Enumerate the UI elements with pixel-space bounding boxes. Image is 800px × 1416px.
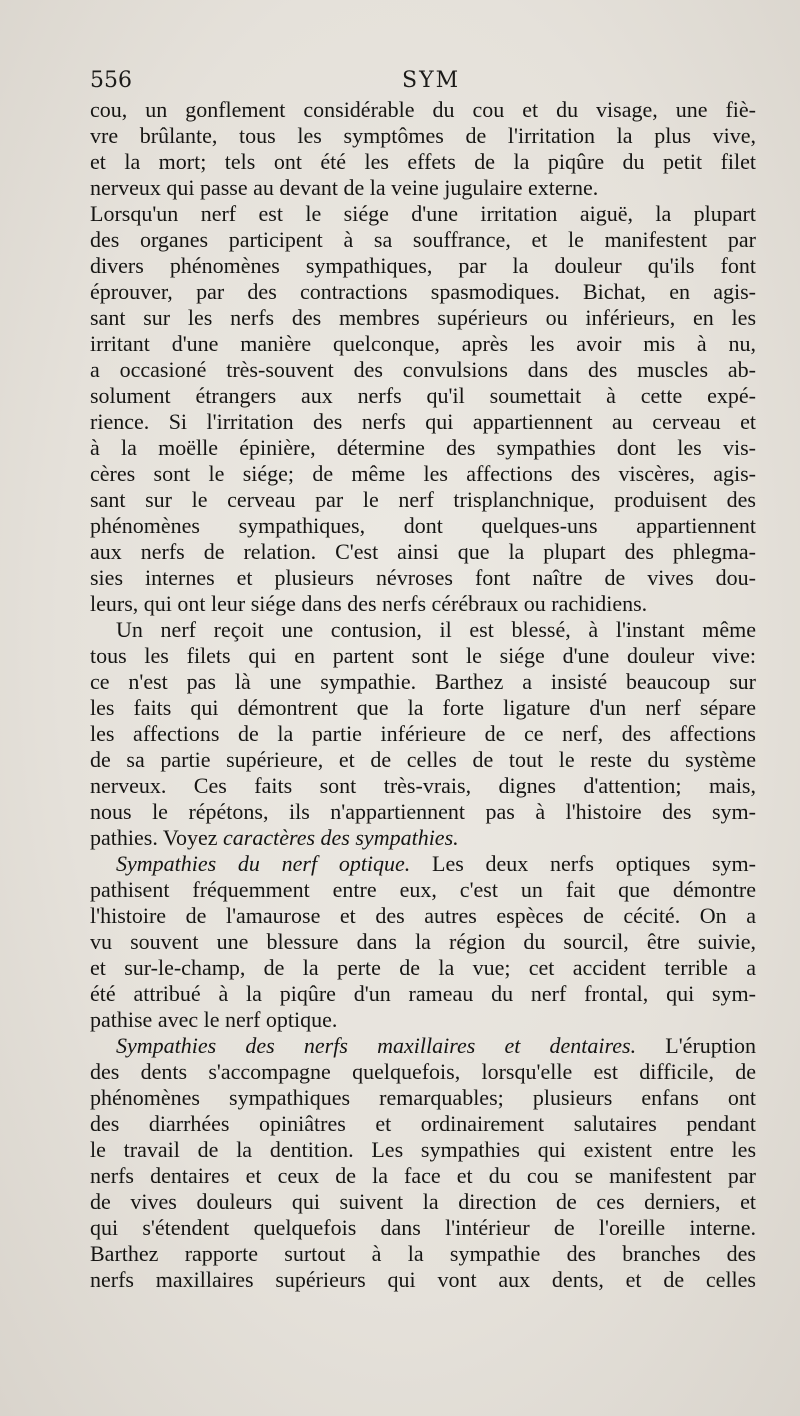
section-heading-maxillary: Sympathies des nerfs maxillaires et dentaires.	[116, 1033, 637, 1058]
section-heading-line	[90, 851, 756, 877]
text-line: qui s'étendent quelquefois dans l'intérieur de l'oreille interne.	[90, 1215, 756, 1240]
text-line: nerfs dentaires et ceux de la face et du cou se manifestent par	[90, 1163, 756, 1188]
page-number: 556	[90, 68, 132, 93]
text-line: Un nerf reçoit une contusion, il est blessé, à l'instant même	[116, 617, 756, 642]
text-line: sies internes et plusieurs névroses font naître de vives dou-	[90, 565, 756, 590]
text-line: et sur-le-champ, de la perte de la vue; cet accident terrible a	[90, 955, 756, 980]
text-line: l'histoire de l'amaurose et des autres espèces de cécité. On a	[90, 903, 756, 928]
text-line: Barthez rapporte surtout à la sympathie des branches des	[90, 1241, 756, 1266]
text-line: été attribué à la piqûre d'un rameau du nerf frontal, qui sym-	[90, 981, 756, 1006]
text-line: des dents s'accompagne quelquefois, lorsqu'elle est difficile, de	[90, 1059, 756, 1084]
text-line-voyez	[90, 825, 756, 851]
maxillary-continuation: L'éruption	[636, 1033, 756, 1058]
text-line: Lorsqu'un nerf est le siége d'une irritation aiguë, la plupart	[90, 201, 756, 226]
text-line: a occasioné très-souvent des convulsions dans des muscles ab-	[90, 357, 756, 382]
section-heading-line	[90, 1033, 756, 1059]
text-line: les affections de la partie inférieure de ce nerf, des affections	[90, 721, 756, 746]
text-line: divers phénomènes sympathiques, par la douleur qu'ils font	[90, 253, 756, 278]
text-line: des organes participent à sa souffrance, et le manifestent par	[90, 227, 756, 252]
page-header	[90, 62, 780, 102]
text-line: éprouver, par des contractions spasmodiques. Bichat, en agis-	[90, 279, 756, 304]
cross-reference: caractères des sympathies.	[223, 825, 459, 850]
text-line: aux nerfs de relation. C'est ainsi que la plupart des phlegma-	[90, 539, 756, 564]
text-line: vre brûlante, tous les symptômes de l'irritation la plus vive,	[90, 123, 756, 148]
text-line: de vives douleurs qui suivent la direction de ces derniers, et	[90, 1189, 756, 1214]
text-line: le travail de la dentition. Les sympathies qui existent entre les	[90, 1137, 756, 1162]
text-line: tous les filets qui en partent sont le siége d'une douleur vive:	[90, 643, 756, 668]
text-line: phénomènes sympathiques remarquables; plusieurs enfans ont	[90, 1085, 756, 1110]
body-text	[90, 97, 756, 1293]
section-heading-optic: Sympathies du nerf optique.	[116, 851, 411, 876]
voyez-text: pathies. Voyez	[90, 825, 223, 850]
text-line: et la mort; tels ont été les effets de la piqûre du petit filet	[90, 149, 756, 174]
text-line: sant sur le cerveau par le nerf trisplanchnique, produisent des	[90, 487, 756, 512]
text-line: cères sont le siége; de même les affections des viscères, agis-	[90, 461, 756, 486]
text-line: des diarrhées opiniâtres et ordinairement salutaires pendant	[90, 1111, 756, 1136]
text-line: rience. Si l'irritation des nerfs qui appartiennent au cerveau et	[90, 409, 756, 434]
text-line: solument étrangers aux nerfs qu'il soumettait à cette expé-	[90, 383, 756, 408]
text-line: leurs, qui ont leur siége dans des nerfs cérébraux ou rachidiens.	[90, 591, 648, 616]
text-line: irritant d'une manière quelconque, après les avoir mis à nu,	[90, 331, 756, 356]
text-line: phénomènes sympathiques, dont quelques-uns appartiennent	[90, 513, 756, 538]
text-line: de sa partie supérieure, et de celles de tout le reste du système	[90, 747, 756, 772]
text-line: nerveux qui passe au devant de la veine jugulaire externe.	[90, 175, 599, 200]
text-line: pathisent fréquemment entre eux, c'est un fait que démontre	[90, 877, 756, 902]
text-line: sant sur les nerfs des membres supérieurs ou inférieurs, en les	[90, 305, 756, 330]
text-line: vu souvent une blessure dans la région du sourcil, être suivie,	[90, 929, 756, 954]
text-line: à la moëlle épinière, détermine des sympathies dont les vis-	[90, 435, 756, 460]
running-head: SYM	[402, 68, 461, 93]
text-line: nerfs maxillaires supérieurs qui vont aux dents, et de celles	[90, 1267, 756, 1292]
text-line: cou, un gonflement considérable du cou et du visage, une fiè-	[90, 97, 756, 122]
text-line: nous le répétons, ils n'appartiennent pas à l'histoire des sym-	[90, 799, 756, 824]
text-line: ce n'est pas là une sympathie. Barthez a insisté beaucoup sur	[90, 669, 756, 694]
optic-continuation: Les deux nerfs optiques sym-	[410, 851, 756, 876]
text-line: les faits qui démontrent que la forte ligature d'un nerf sépare	[90, 695, 756, 720]
text-line: nerveux. Ces faits sont très-vrais, dignes d'attention; mais,	[90, 773, 756, 798]
text-line: pathise avec le nerf optique.	[90, 1007, 338, 1032]
